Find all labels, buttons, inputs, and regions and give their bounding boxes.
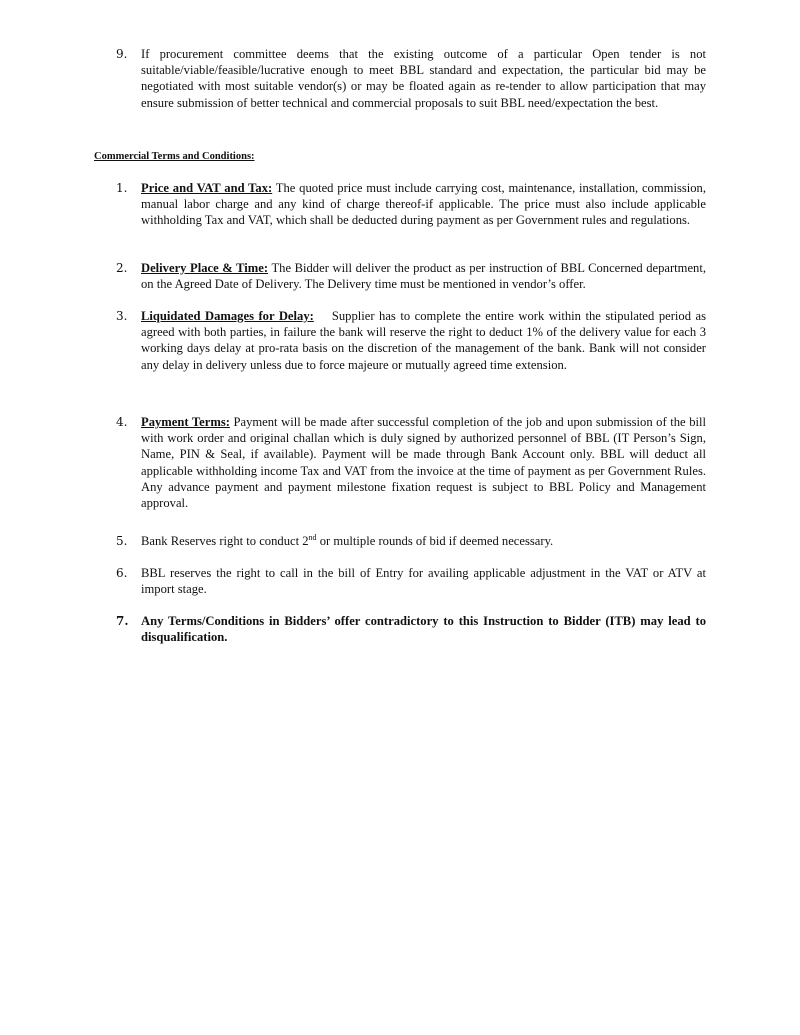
term-body-start: Bank Reserves right to conduct 2 <box>141 534 309 548</box>
item-text: If procurement committee deems that the existing outcome of a particular Open tender is not suitable/viable/feasible/lucrative enough to meet BBL standard and expectation, the particular bid may be negotiated with most suitable vendor(s) or may be floated again as re-tender to allow participation that may ensure submission of better technical and commercial proposals to suit BBL need/expectation the best. <box>141 47 706 110</box>
term-item-6 <box>116 565 706 597</box>
item-number: 1. <box>116 181 128 195</box>
term-item-3 <box>116 308 710 373</box>
item-text: BBL reserves the right to call in the bill of Entry for availing applicable adjustment in the VAT or ATV at import stage. <box>141 566 706 597</box>
intro-item-9 <box>116 46 706 111</box>
term-lead: Price and VAT and Tax: <box>141 181 273 195</box>
item-number: 7. <box>116 614 129 628</box>
term-item-5 <box>116 533 706 549</box>
item-number: 6. <box>116 566 128 580</box>
item-text <box>141 260 706 292</box>
item-text <box>141 180 706 229</box>
item-text: Any Terms/Conditions in Bidders’ offer contradictory to this Instruction to Bidder (ITB) may lead to disqualification. <box>141 614 706 645</box>
item-number: 4. <box>116 415 128 429</box>
term-body: The quoted price must include carrying cost, maintenance, installation, commission, manual labor charge and any kind of charge thereof-if applicable. The price must also include applicable withholding Tax and VAT, which shall be deducted during payment as per Government rules and regulations. <box>141 181 706 228</box>
item-number: 9. <box>116 47 128 61</box>
term-item-2 <box>116 260 706 292</box>
term-lead: Liquidated Damages for Delay: <box>141 309 314 323</box>
term-item-7 <box>116 613 706 645</box>
term-item-1 <box>116 180 706 229</box>
item-text <box>141 533 706 549</box>
term-item-4 <box>116 414 706 511</box>
term-body-end: or multiple rounds of bid if deemed necessary. <box>316 534 554 548</box>
ordinal-suffix: nd <box>308 532 317 542</box>
term-body: Payment will be made after successful completion of the job and upon submission of the bill with work order and original challan which is duly signed by authorized personnel of BBL (IT Person’s Sign, Name, PIN & Seal, if available). Payment will be made through Bank Account only. BBL will deduct all applicable withholding income Tax and VAT from the invoice at the time of payment as per Government Rules. Any advance payment and payment milestone fixation request is subject to BBL Policy and Management approval. <box>141 415 706 511</box>
section-heading: Commercial Terms and Conditions: <box>94 151 255 162</box>
term-lead: Delivery Place & Time: <box>141 261 269 275</box>
item-text <box>141 308 710 373</box>
item-number: 5. <box>116 534 128 548</box>
term-lead: Payment Terms: <box>141 415 230 429</box>
term-body: Supplier has to complete the entire work within the stipulated period as agreed with both parties, in failure the bank will reserve the right to deduct 1% of the delivery value for each 3 working days delay at pro-rata basis on the discretion of the management of the bank. Bank will not consider any delay in delivery unless due to force majeure or mutually agreed time extension. <box>141 309 710 372</box>
term-body: The Bidder will deliver the product as per instruction of BBL Concerned department, on the Agreed Date of Delivery. The Delivery time must be mentioned in vendor’s offer. <box>141 261 707 292</box>
item-text <box>141 414 706 511</box>
item-number: 2. <box>116 261 128 275</box>
item-number: 3. <box>116 309 128 323</box>
